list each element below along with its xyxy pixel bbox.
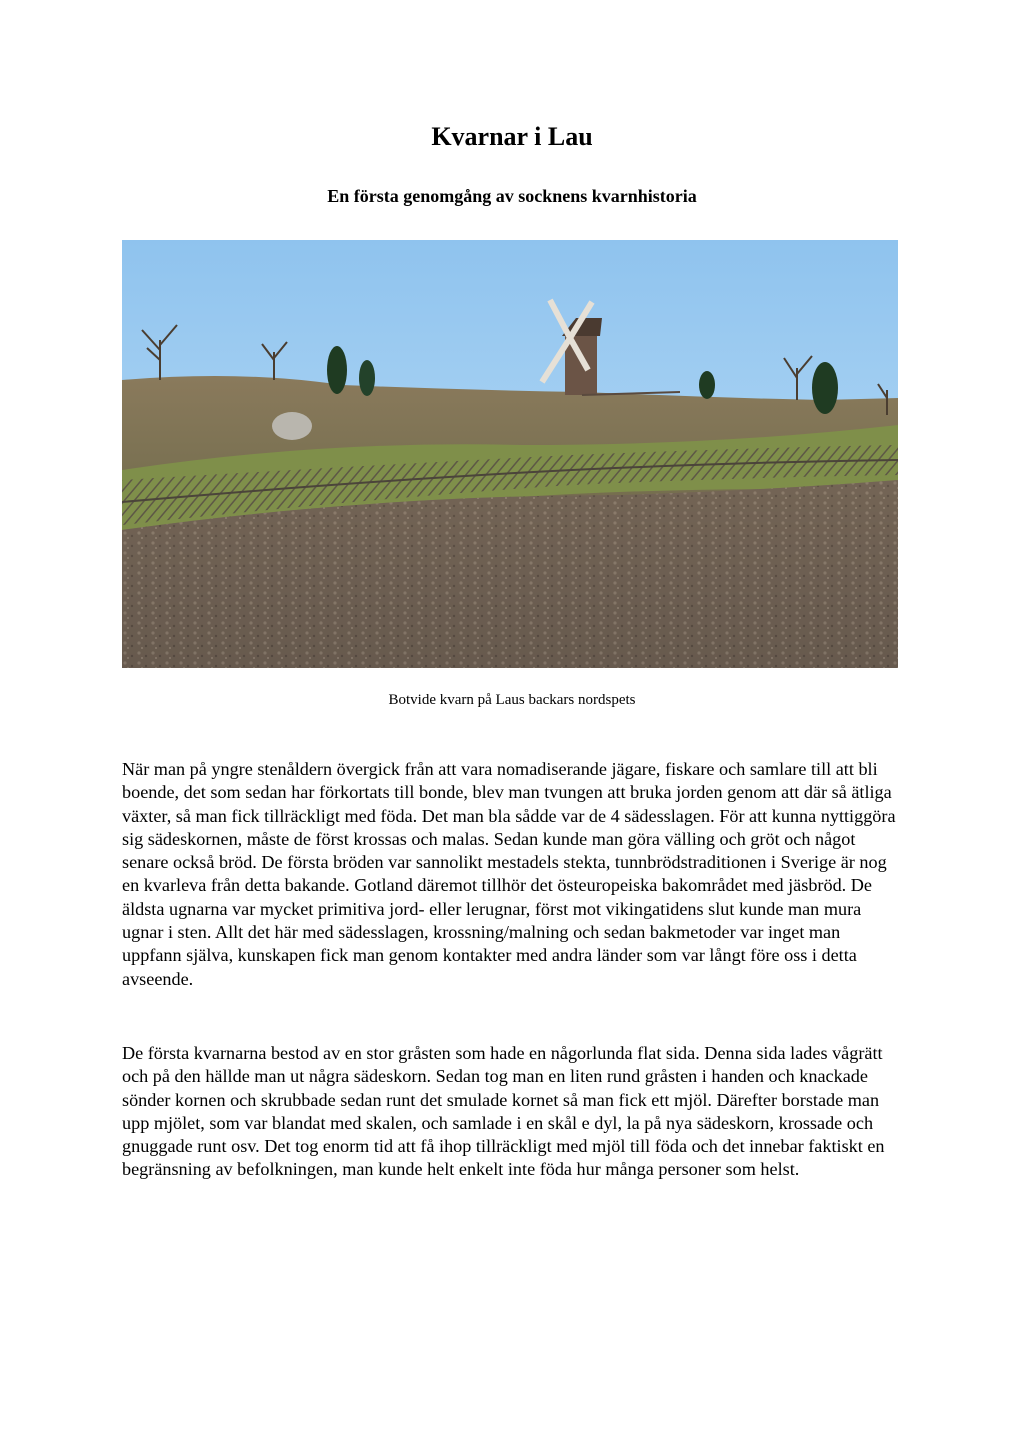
body-paragraph: När man på yngre stenåldern övergick från att vara nomadiserande jägare, fiskare och samlare till att bli boende, det som sedan har förkortats till bonde, blev man tvungen att bruka jorden genom att där så ätliga växter, så man fick tillräckligt med föda. Det man bla sådde var de 4 sädesslagen. För att kunna nyttiggöra sig sädeskornen, måste de först krossas och malas. Sedan kunde man göra välling och gröt och något senare också bröd. De första bröden var sannolikt mestadels stekta, tunnbrödstraditionen i Sverige är nog en kvarleva från detta bakande. Gotland däremot tillhör det östeuropeiska bakområdet med jäsbröd. De äldsta ugnarna var mycket primitiva jord- eller lerugnar, först mot vikingatidens slut kunde man mura ugnar i sten. Allt det här med sädesslagen, krossning/malning och sedan bakmetoder var inget man uppfann själva, kunskapen fick man genom kontakter med andra länder som var långt före oss i detta avseende. <box>122 759 896 989</box>
page-title: Kvarnar i Lau <box>431 122 593 151</box>
image-caption: Botvide kvarn på Laus backars nordspets <box>388 692 636 708</box>
windmill-landscape-photo <box>122 240 898 668</box>
page-subtitle: En första genomgång av socknens kvarnhistoria <box>327 186 697 206</box>
body-paragraph: De första kvarnarna bestod av en stor gråsten som hade en någorlunda flat sida. Denna sida lades vågrätt och på den hällde man ut några sädeskorn. Sedan tog man en liten rund gråsten i handen och knackade sönder kornen och skrubbade sedan runt det smulade kornet så man fick ett mjöl. Därefter borstade man upp mjölet, som var blandat med skalen, och samlade i en skål e dyl, la på nya sädeskorn, krossade och gnuggade runt osv. Det tog enorm tid att få ihop tillräckligt med mjöl till föda och det innebar faktiskt en begränsning av befolkningen, man kunde helt enkelt inte föda hur många personer som helst. <box>122 1043 885 1180</box>
